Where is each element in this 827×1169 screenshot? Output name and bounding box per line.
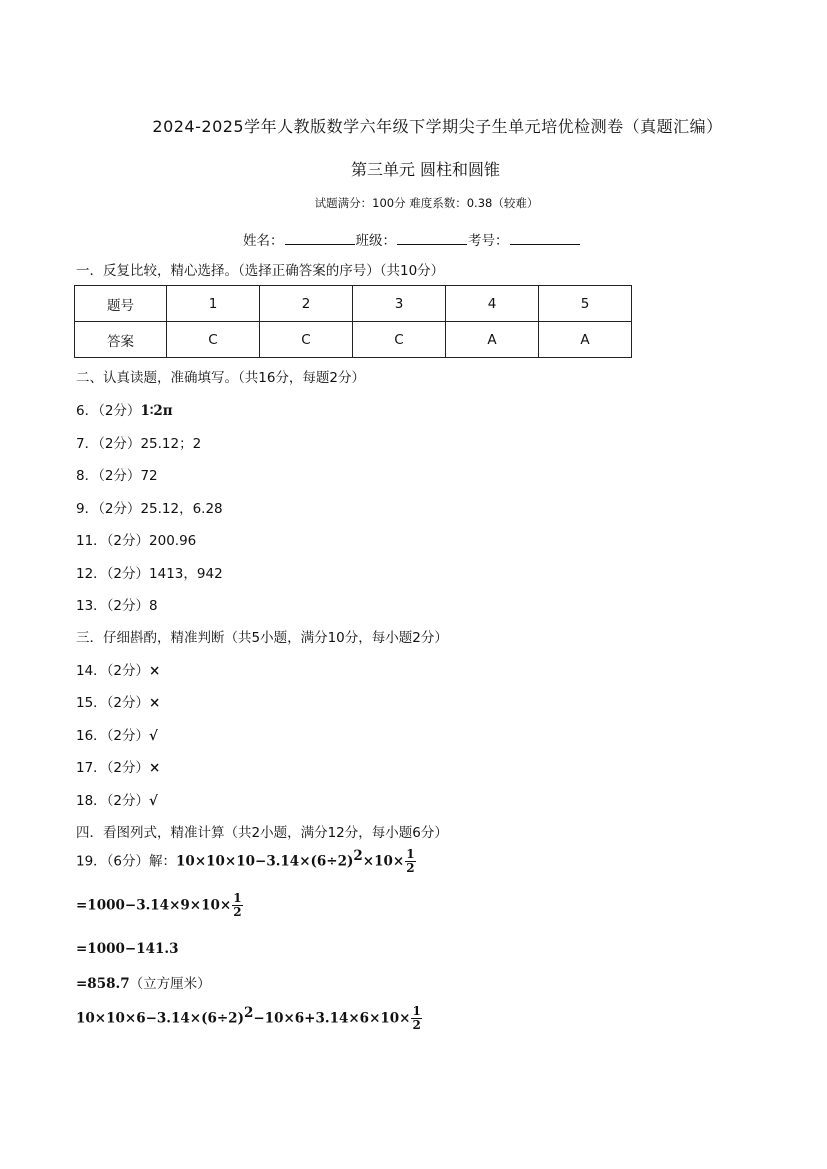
q20-line1: $10\times 10\times 6-3.14\times(6\div 2)^2-10\times 6+3.14\times 6\times 10\times$ $\frac{1}{2}$: [76, 1004, 421, 1032]
answer-line: 7．（2分）25.12；2: [76, 436, 202, 452]
name-blank: [285, 232, 355, 245]
name-label: 姓名：: [243, 233, 284, 249]
table-cell: C: [260, 322, 353, 358]
table-row: [75, 286, 632, 322]
answer-line: 18．（2分）√: [76, 793, 158, 809]
document-subtitle: 第三单元 圆柱和圆锥: [350, 160, 501, 179]
section3-heading: 三．仔细斟酌，精准判断（共5小题，满分10分，每小题2分）: [76, 630, 448, 646]
table-header-cell: 题号: [75, 286, 167, 322]
answer-line: 6．（2分）1∶2π: [76, 403, 173, 419]
table-cell: 5: [539, 286, 632, 322]
answer-line: 11．（2分）200.96: [76, 533, 197, 549]
section1-heading: 一．反复比较，精心选择。（选择正确答案的序号）（共10分）: [76, 263, 445, 279]
section2-heading: 二、认真读题，准确填写。（共16分，每题2分）: [76, 370, 366, 386]
table-cell: 3: [353, 286, 446, 322]
answer-line: 9．（2分）25.12，6.28: [76, 501, 223, 517]
q19-line2: =1000−3.14×9×10× $\frac{1}{2}$: [76, 891, 242, 919]
q19-line4: =858.7（立方厘米）: [76, 976, 211, 992]
q19-line1: 19．（6分）解：$10\times 10\times 10-3.14\times(6\div 2)^2\times 10\times$ $\frac{1}{2}$: [76, 847, 415, 875]
table-cell: 1: [167, 286, 260, 322]
table-cell: C: [167, 322, 260, 358]
answer-line: 12．（2分）1413，942: [76, 566, 223, 582]
table-cell: A: [446, 322, 539, 358]
answer-line: 16．（2分）√: [76, 728, 158, 744]
document-title: 2024-2025学年人教版数学六年级下学期尖子生单元培优检测卷（真题汇编）: [152, 117, 723, 136]
answer-line: 17．（2分）×: [76, 760, 161, 776]
fraction-half: $\frac{1}{2}$: [412, 1004, 421, 1032]
id-blank: [510, 232, 580, 245]
fraction-half: $\frac{1}{2}$: [406, 847, 415, 875]
class-blank: [397, 232, 467, 245]
answer-line: 8．（2分）72: [76, 468, 158, 484]
q19-line3: =1000−141.3: [76, 941, 179, 957]
class-label: 班级：: [355, 233, 396, 249]
table-cell: C: [353, 322, 446, 358]
table-cell: 4: [446, 286, 539, 322]
table-header-cell: 答案: [75, 322, 167, 358]
answer-table: [74, 285, 632, 358]
student-info-line: [243, 229, 581, 249]
fraction-half: $\frac{1}{2}$: [233, 891, 242, 919]
answer-line: 14．（2分）×: [76, 663, 161, 679]
table-cell: A: [539, 322, 632, 358]
exam-meta: 试题满分：100分 难度系数：0.38（较难）: [314, 196, 539, 210]
table-cell: 2: [260, 286, 353, 322]
answer-line: 15．（2分）×: [76, 695, 161, 711]
section4-heading: 四．看图列式，精准计算（共2小题，满分12分，每小题6分）: [76, 825, 448, 841]
answer-line: 13．（2分）8: [76, 598, 158, 614]
table-row: [75, 322, 632, 358]
id-label: 考号：: [468, 233, 509, 249]
